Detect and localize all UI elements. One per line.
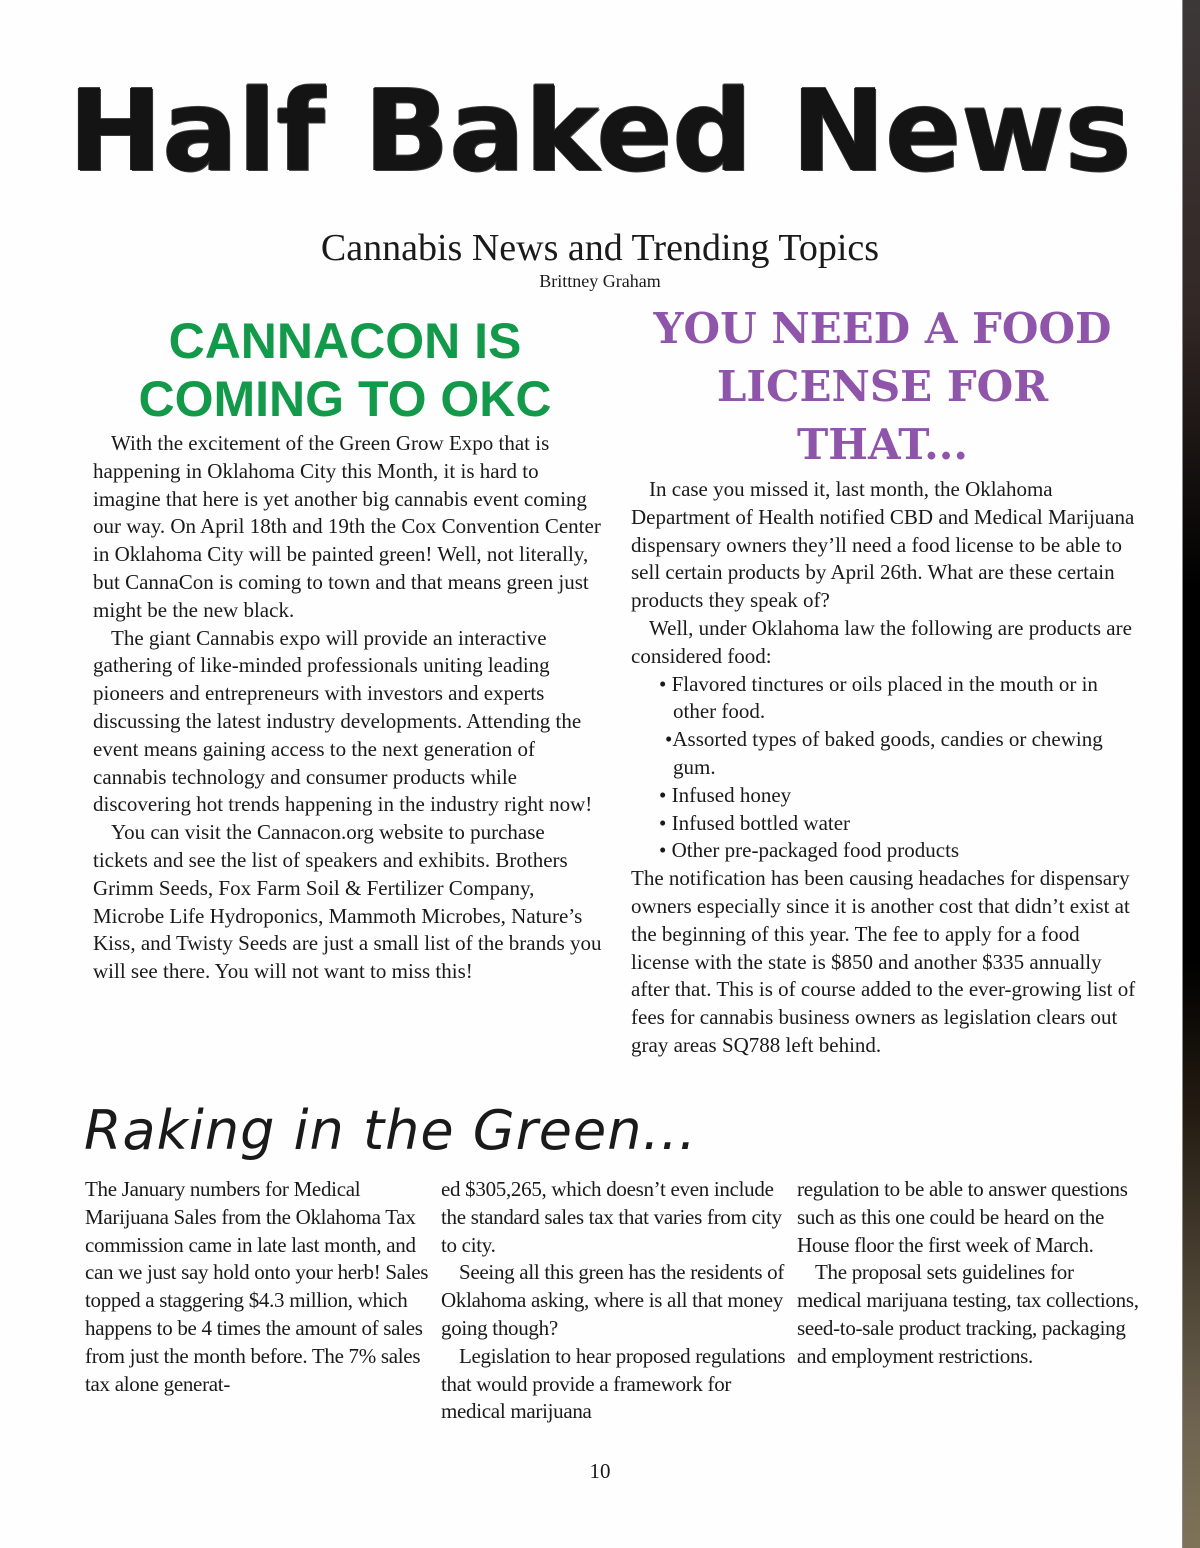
masthead-title: Half Baked News bbox=[68, 67, 1132, 197]
headline-line: CANNACON IS bbox=[168, 313, 522, 369]
list-item: • Infused honey bbox=[659, 782, 792, 807]
list-item: • Other pre-packaged food products bbox=[659, 838, 960, 863]
paragraph: regulation to be able to answer questions such as this one could be heard on the House floor the first week of March. bbox=[797, 1177, 1128, 1257]
list-item: • Infused bottled water bbox=[659, 810, 851, 835]
headline-line: COMING TO OKC bbox=[138, 371, 552, 427]
paragraph: Legislation to hear proposed regulations that would provide a framework for medical marijuana bbox=[441, 1343, 786, 1424]
food-products-list bbox=[631, 671, 1141, 866]
article-food-license-headline bbox=[625, 300, 1140, 474]
article-food-license-body bbox=[631, 476, 1141, 1060]
paragraph: With the excitement of the Green Grow Expo that is happening in Oklahoma City this Month, it is hard to imagine that here is yet another big cannabis event coming our way. On April 18th and 19th the Cox Convention Center in Oklahoma City will be painted green! Well, not literally, but CannaCon is coming to town and that means green just might be the new black. bbox=[93, 431, 601, 622]
headline-line: THAT... bbox=[797, 420, 968, 469]
paragraph: The notification has been causing headaches for dispensary owners especially since it is another cost that didn’t exist at the beginning of this year. The fee to apply for a food license with the state is $850 and another $335 annually after that. This is of course added to the ever-growing list of fees for cannabis business owners as legislation clears out gray areas SQ788 left behind. bbox=[631, 866, 1136, 1057]
section-subtitle: Cannabis News and Trending Topics bbox=[320, 227, 880, 269]
list-item: •Assorted types of baked goods, candies or chewing gum. bbox=[665, 727, 1103, 779]
headline-line: YOU NEED A FOOD bbox=[653, 304, 1112, 353]
paragraph: The January numbers for Medical Marijuana Sales from the Oklahoma Tax commission came in late last month, and can we just say hold onto your herb! Sales topped a staggering $4.3 million, which happens to be 4 times the amount of sales from just the month before. The 7% sales tax alone generat- bbox=[85, 1177, 429, 1396]
paragraph: ed $305,265, which doesn’t even include the standard sales tax that varies from city to city. bbox=[441, 1177, 782, 1257]
article-raking-column-2 bbox=[441, 1176, 786, 1426]
headline-line: LICENSE FOR bbox=[716, 362, 1049, 411]
page-number: 10 bbox=[589, 1459, 611, 1483]
paragraph: Well, under Oklahoma law the following are products are considered food: bbox=[631, 615, 1132, 668]
article-raking-column-3 bbox=[797, 1176, 1142, 1371]
article-cannacon-headline bbox=[90, 312, 600, 428]
paragraph: Seeing all this green has the residents of Oklahoma asking, where is all that money going though? bbox=[441, 1260, 785, 1340]
article-raking-column-1 bbox=[85, 1176, 430, 1398]
list-item: • Flavored tinctures or oils placed in the mouth or in other food. bbox=[659, 671, 1098, 724]
book-spine-edge bbox=[1182, 0, 1200, 1548]
paragraph: In case you missed it, last month, the Oklahoma Department of Health notified CBD and Medical Marijuana dispensary owners they’ll need a food license to be able to sell certain products by April 26th. What are these certain products they speak of? bbox=[631, 477, 1135, 613]
paragraph: The giant Cannabis expo will provide an interactive gathering of like-minded professionals uniting leading pioneers and entrepreneurs with investors and experts discussing the latest industry developments. Attending the event means gaining access to the next generation of cannabis technology and consumer products while discovering hot trends happening in the industry right now! bbox=[93, 625, 593, 817]
paragraph: You can visit the Cannacon.org website to purchase tickets and see the list of speakers and exhibits. Brothers Grimm Seeds, Fox Farm Soil & Fertilizer Company, Microbe Life Hydroponics, Mammoth Microbes, Nature’s Kiss, and Twisty Seeds are just a small list of the brands you will see there. You will not want to miss this! bbox=[93, 820, 602, 984]
article-cannacon-body bbox=[93, 430, 603, 986]
article-raking-headline: Raking in the Green... bbox=[84, 1099, 697, 1162]
author-byline: Brittney Graham bbox=[539, 271, 661, 291]
paragraph: The proposal sets guidelines for medical marijuana testing, tax collections, seed-to-sale product tracking, packaging and employment restrictions. bbox=[797, 1260, 1139, 1368]
